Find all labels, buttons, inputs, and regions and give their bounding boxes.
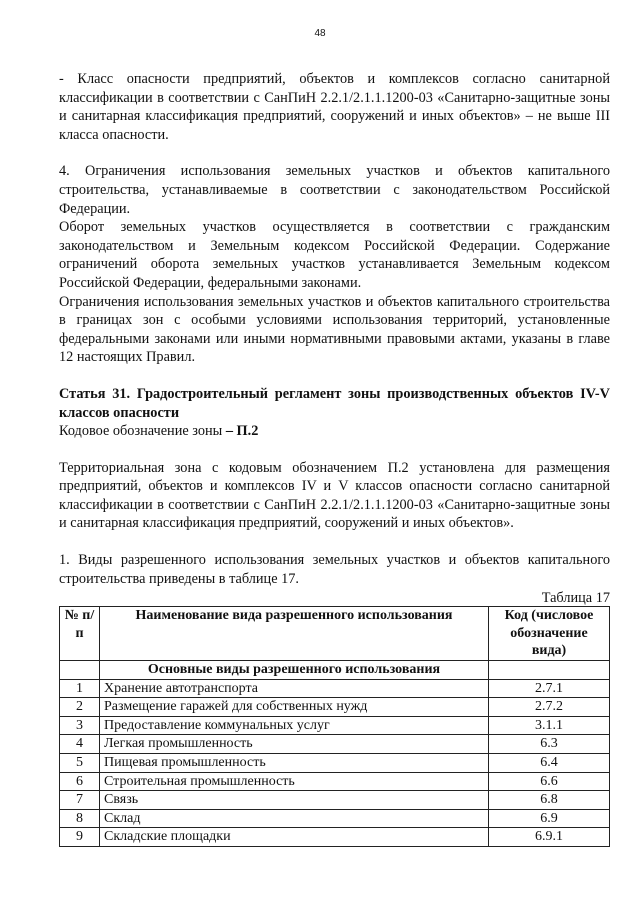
row-num: 5 xyxy=(60,754,100,773)
article-heading: Статья 31. Градостроительный регламент зоны производственных объектов IV-V классов опасности xyxy=(59,385,610,421)
row-num: 9 xyxy=(60,828,100,847)
row-code: 6.9 xyxy=(489,809,610,828)
table-caption: Таблица 17 xyxy=(541,590,610,607)
paragraph-restrictions-heading: 4. Ограничения использования земельных участков и объектов капитального строительства, устанавливаемые в соответствии с законодательством Российской Федерации. xyxy=(59,163,610,217)
row-num: 1 xyxy=(60,679,100,698)
table-row xyxy=(60,679,610,698)
section-num-cell xyxy=(60,661,100,680)
zone-code-value: – П.2 xyxy=(225,423,259,440)
paragraph-permitted-uses: 1. Виды разрешенного использования земельных участков и объектов капитального строительства приведены в таблице 17. xyxy=(59,552,610,587)
row-num: 6 xyxy=(60,772,100,791)
row-num: 8 xyxy=(60,809,100,828)
row-name: Связь xyxy=(100,791,489,810)
table-row xyxy=(60,698,610,717)
row-num: 3 xyxy=(60,716,100,735)
table-header-row xyxy=(60,607,610,661)
row-code: 3.1.1 xyxy=(489,716,610,735)
row-num: 7 xyxy=(60,791,100,810)
header-num: № п/п xyxy=(60,607,100,661)
paragraph-restrictions-zones: Ограничения использования земельных участков и объектов капитального строительства в границах зон с особыми условиями использования территорий, установленные федеральными законами или иными нормативными правовыми актами, указаны в главе 12 настоящих Правил. xyxy=(59,293,610,366)
table-row xyxy=(60,754,610,773)
permitted-uses-table xyxy=(59,606,610,847)
table-row xyxy=(60,828,610,847)
row-code: 6.4 xyxy=(489,754,610,773)
table-row xyxy=(60,809,610,828)
table-row xyxy=(60,791,610,810)
row-num: 4 xyxy=(60,735,100,754)
row-code: 6.3 xyxy=(489,735,610,754)
row-name: Складские площадки xyxy=(100,828,489,847)
row-name: Хранение автотранспорта xyxy=(100,679,489,698)
section-title: Основные виды разрешенного использования xyxy=(100,661,489,680)
header-code: Код (числовое обозначение вида) xyxy=(489,607,610,661)
row-name: Легкая промышленность xyxy=(100,735,489,754)
row-num: 2 xyxy=(60,698,100,717)
table-row xyxy=(60,772,610,791)
page-number: 48 xyxy=(314,28,326,39)
table-row xyxy=(60,716,610,735)
paragraph-zone-description: Территориальная зона с кодовым обозначением П.2 установлена для размещения предприятий, объектов и комплексов IV и V классов опасности согласно санитарной классификации в соответствии с СанПиН 2.2.1/2.1.1.1200-03 «Санитарно-защитные зоны и санитарная классификация предприятий, сооружений и иных объектов». xyxy=(59,459,610,532)
row-name: Склад xyxy=(100,809,489,828)
row-name: Предоставление коммунальных услуг xyxy=(100,716,489,735)
row-code: 2.7.1 xyxy=(489,679,610,698)
table-row xyxy=(60,735,610,754)
row-code: 6.9.1 xyxy=(489,828,610,847)
section-code-cell xyxy=(489,661,610,680)
zone-code-label: Кодовое обозначение зоны xyxy=(59,423,223,440)
zone-code-line xyxy=(59,422,610,441)
document-body xyxy=(59,70,610,847)
row-name: Размещение гаражей для собственных нужд xyxy=(100,698,489,717)
paragraph-hazard-class: - Класс опасности предприятий, объектов и комплексов согласно санитарной классификации в соответствии с СанПиН 2.2.1/2.1.1.1200-03 «Санитарно-защитные зоны и санитарная классификация предприятий, сооружений и иных объектов» – не выше III класса опасности. xyxy=(59,71,610,143)
table-section-row xyxy=(60,661,610,680)
row-code: 6.6 xyxy=(489,772,610,791)
row-code: 2.7.2 xyxy=(489,698,610,717)
paragraph-land-turnover: Оборот земельных участков осуществляется в соответствии с гражданским законодательством и Земельным кодексом Российской Федерации. Содержание ограничений оборота земельных участков устанавливается Земельным кодексом Российской Федерации, федеральными законами. xyxy=(59,219,610,291)
row-name: Пищевая промышленность xyxy=(100,754,489,773)
row-code: 6.8 xyxy=(489,791,610,810)
header-name: Наименование вида разрешенного использования xyxy=(100,607,489,661)
row-name: Строительная промышленность xyxy=(100,772,489,791)
